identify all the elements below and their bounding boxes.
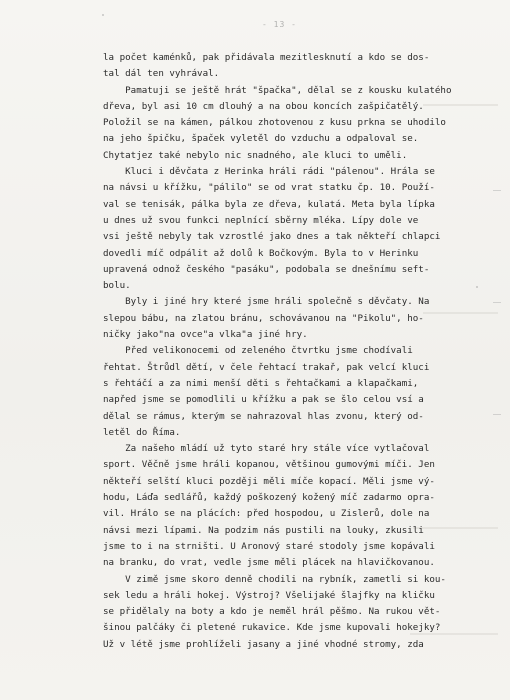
typed-body-text [103,50,498,653]
text-line: vsi ještě nebyly tak vzrostlé jako dnes a tak někteří chlapci [103,231,441,243]
scan-dot [102,14,104,16]
text-line: řehtat. Štrůdl dětí, v čele řehtací trakař, pak velcí kluci [103,361,430,373]
text-line: sek ledu a hráli hokej. Výstroj? Všelijaké šlajfky na kličku [103,589,435,601]
text-line: Už v létě jsme prohlíželi jasany a jiné vhodné stromy, zda [103,638,424,650]
text-line: dovedli míč odpálit až dolů k Bočkovým. Byla to v Herinku [103,247,419,259]
text-line: jsme to i na strništi. U Aronový staré stodoly jsme kopávali [103,540,435,552]
text-line: na návsi u křížku, "pálilo" se od vrat statku čp. 10. Použí- [103,182,435,194]
text-line: Pamatuji se ještě hrát "špačka", dělal se z kousku kulatého [103,84,452,96]
text-line: někteří selští kluci později měli míče kopací. Měli jsme vý- [103,475,435,487]
text-line: V zimě jsme skoro denně chodili na rybník, zametli si kou- [103,573,446,585]
text-line: Položil se na kámen, pálkou zhotovenou z kusu prkna se uhodilo [103,117,446,129]
text-line: upravená odnož českého "pasáku", podobala se dnešnímu seft- [103,263,430,275]
text-line: šinou palčáky či pletené rukavice. Kde jsme kupovali hokejky? [103,622,441,634]
text-line: napřed jsme se pomodlili u křížku a pak se šlo celou vsí a [103,394,424,406]
text-line: na jeho špičku, špaček vyletěl do vzduchu a odpaloval se. [103,133,419,145]
text-line: návsi mezi lípami. Na podzim nás pustili na louky, zkusili [103,524,424,536]
text-line: Kluci i děvčata z Herinka hráli rádi "pálenou". Hrála se [103,166,435,178]
text-line: u dnes už svou funkci neplnící sběrny mléka. Lípy dole ve [103,214,419,226]
text-line: na branku, do vrat, vedle jsme měli plácek na hlavičkovanou. [103,557,435,569]
page-number: - 13 - [262,20,297,29]
text-line: bolu. [103,280,131,292]
text-line: val se tenisák, pálka byla ze dřeva, kulatá. Meta byla lípka [103,198,435,210]
text-line: la počet kaménků, pak přidávala mezitlesknutí a kdo se dos- [103,52,430,63]
text-line: Chytatjez také nebylo nic snadného, ale kluci to uměli. [103,149,408,161]
text-line: Před velikonocemi od zeleného čtvrtku jsme chodívali [103,345,413,357]
text-line: Byly i jiné hry které jsme hráli společně s děvčaty. Na [103,296,430,308]
text-line: vil. Hrálo se na plácích: před hospodou, u Zislerů, dole na [103,508,430,520]
text-line: sport. Věčně jsme hráli kopanou, většinou gumovými míči. Jen [103,459,435,471]
text-line: ničky jako"na ovce"a vlka"a jiné hry. [103,329,308,341]
text-line: s řehtáčí a za nimi menší děti s řehtačkami a klapačkami, [103,377,419,389]
text-line: slepou bábu, na zlatou bránu, schovávanou na "Pikolu", ho- [103,312,424,324]
text-line: letěl do Říma. [103,426,181,438]
text-line: se přidělaly na boty a kdo je neměl hrál pěšmo. Na rukou vět- [103,606,441,618]
text-line: Za našeho mládí už tyto staré hry stále více vytlačoval [103,443,430,455]
text-line: dřeva, byl asi 10 cm dlouhý a na obou koncích zašpičatělý. [103,100,424,112]
text-line: tal dál ten vyhrával. [103,68,220,80]
text-line: hodu, Láďa sedlářů, každý poškozený kožený míč zadarmo opra- [103,492,435,504]
text-line: dělal se rámus, kterým se nahrazoval hlas zvonu, který od- [103,410,424,422]
